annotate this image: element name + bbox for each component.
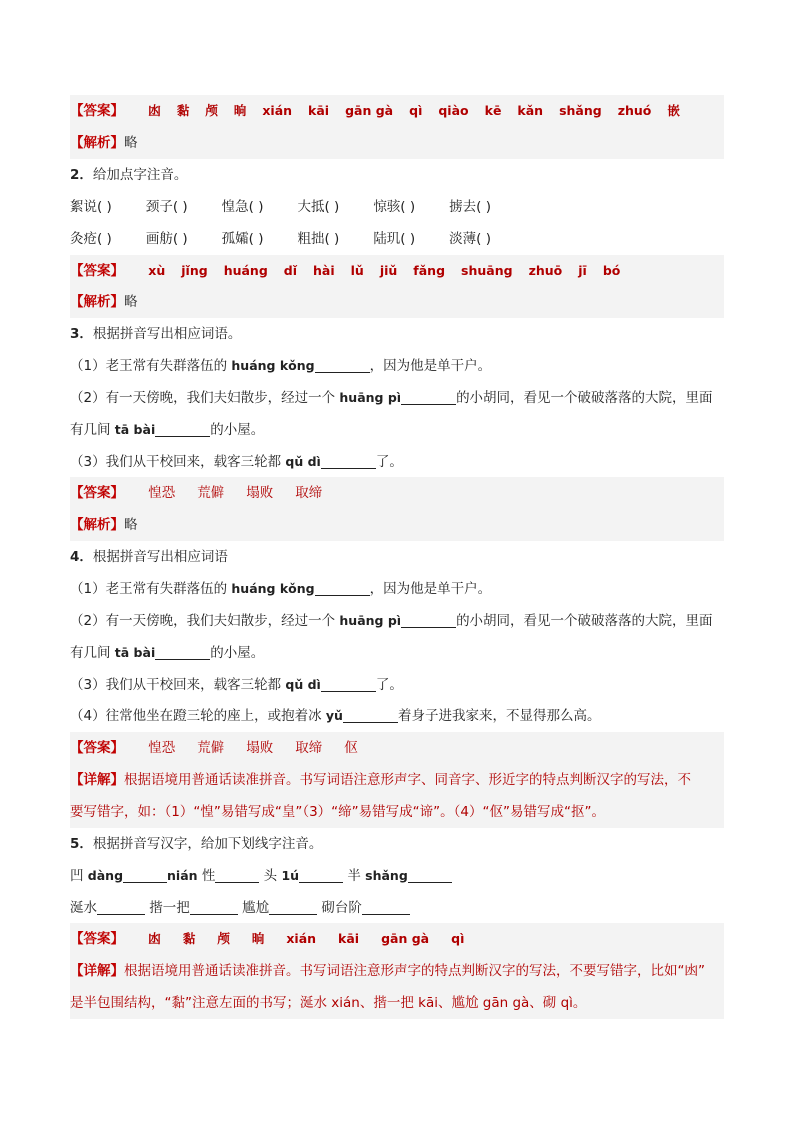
answer-item: 晌 [251,931,265,946]
fill-blank [315,356,370,373]
q2-answer-row [70,255,724,287]
sentence-text: （2）有一天傍晚，我们夫妇散步，经过一个 [70,613,340,629]
pinyin-cell: 淡薄( ) [449,231,491,247]
analysis-text: 略 [124,517,138,533]
q4-sentence-3 [70,669,724,701]
pinyin: 1ú [281,868,300,883]
answer-item: 黏 [182,931,196,946]
question-word: 涎水 [70,900,97,916]
answer-item: bó [602,263,621,278]
q4-sentence-2-cont [70,637,724,669]
answer-item: 凼 [148,931,161,946]
pinyin-cell: 画舫( ) [145,231,188,247]
answer-label: 【答案】 [70,485,124,501]
sentence-text: 有几间 [70,645,115,661]
detail-text: 要写错字，如：（1）“惶”易错写成“皇”（3）“缔”易错写成“谛”。（4）“伛”易错写成“抠”。 [70,804,605,820]
fill-blank [321,452,376,469]
q4-sentence-1 [70,573,724,605]
answer-item: 颅 [217,931,230,946]
detail-text: 根据语境用普通话读准拼音。书写词语注意形声字、同音字、形近字的特点判断汉字的写法，不 [124,772,691,788]
q2-row-2 [70,223,724,255]
question-word: 头 [263,868,282,884]
question-number: 4． [70,549,93,565]
answer-item: 惶恐 [148,485,176,501]
answer-item: 取缔 [295,485,323,501]
pinyin: qǔ dì [285,454,321,469]
answer-item: qiào [438,103,469,118]
question-text: 根据拼音写出相应词语。 [92,326,242,342]
q5-detail-row-2 [70,987,724,1019]
fill-blank [97,898,145,915]
q4-answer-items [128,740,380,756]
answer-item: xián [262,103,293,118]
fill-blank [123,866,167,883]
sentence-text: 着身子进我家来，不显得那么高。 [397,708,601,724]
analysis-label: 【解析】 [70,517,124,533]
answer-item: lǔ [350,263,364,278]
sentence-text: ，因为他是单干户。 [369,581,492,597]
q5-detail-row-1 [70,955,724,987]
question-text: 给加点字注音。 [92,167,188,183]
answer-item: shǎng [559,103,602,118]
pinyin-cell: 颈子( ) [145,199,188,215]
answer-item: hài [313,263,335,278]
q1-answer-items [128,103,696,118]
analysis-text: 略 [124,135,138,151]
pinyin: shǎng [365,868,408,883]
fill-blank [215,866,259,883]
answer-item: gān gà [345,103,394,118]
answer-item: xián [286,931,317,946]
sentence-text: （2）有一天傍晚，我们夫妇散步，经过一个 [70,390,340,406]
sentence-text: （1）老王常有失群落伍的 [70,358,232,374]
pinyin: yǔ [325,708,343,723]
answer-item: 晌 [233,103,247,118]
sentence-text: 的小屋。 [210,645,265,661]
q5-answer-items [128,931,486,946]
answer-item: kāi [308,103,330,118]
pinyin: huáng kǒng [231,358,315,373]
pinyin: huāng pì [339,390,402,405]
answer-item: kǎn [517,103,544,118]
q4-title [70,541,724,573]
answer-item: huáng [223,263,268,278]
pinyin-cell: 掳去( ) [449,199,491,215]
sentence-text: （4）往常他坐在蹬三轮的座上，或抱着冰 [70,708,326,724]
q3-analysis-row [70,509,724,541]
pinyin: tā bài [114,422,156,437]
answer-item: 荒僻 [197,740,225,756]
fill-blank [190,898,238,915]
question-word: 性 [197,868,216,884]
q5-row-2 [70,892,724,924]
q4-detail-row-2 [70,796,724,828]
answer-item: jǐng [181,263,208,278]
detail-text: 是半包围结构，“黏”注意左面的书写；涎水 xián、揩一把 kāi、尴尬 gān gà、砌 qì。 [70,995,587,1011]
sentence-text: 的小胡同，看见一个破破落落的大院，里面 [456,613,713,629]
question-text: 根据拼音写汉字，给加下划线字注音。 [92,836,323,852]
answer-label: 【答案】 [70,263,124,279]
q4-answer-row [70,732,724,764]
answer-item: 凼 [148,103,161,118]
pinyin: nián [167,868,198,883]
analysis-label: 【解析】 [70,135,124,151]
sentence-text: 的小胡同，看见一个破破落落的大院，里面 [456,390,713,406]
answer-item: kē [484,103,502,118]
question-number: 2． [70,167,93,183]
q4-detail-row-1 [70,764,724,796]
q1-analysis-row [70,127,724,159]
fill-blank [401,611,456,628]
answer-item: 塌败 [246,485,274,501]
answer-item: kāi [338,931,360,946]
pinyin-cell: 粗拙( ) [297,231,340,247]
answer-label: 【答案】 [70,740,124,756]
answer-item: jī [578,263,587,278]
pinyin-cell: 孤孀( ) [221,231,264,247]
pinyin-cell: 惶急( ) [221,199,264,215]
detail-label: 【详解】 [70,772,124,788]
pinyin: huāng pì [339,613,402,628]
pinyin: huáng kǒng [231,581,315,596]
sentence-text: 了。 [375,454,403,470]
answer-item: qì [409,103,423,118]
question-word: 凹 [70,868,88,884]
q2-answer-items [128,263,636,278]
q2-title [70,159,724,191]
q5-title [70,828,724,860]
fill-blank [269,898,317,915]
answer-label: 【答案】 [70,931,124,947]
q4-sentence-2 [70,605,724,637]
fill-blank [155,643,210,660]
q5-row-1 [70,860,724,892]
question-text: 根据拼音写出相应词语 [92,549,228,565]
answer-item: zhuó [617,103,652,118]
question-word: 揩一把 [149,900,190,916]
answer-item: gān gà [381,931,430,946]
analysis-text: 略 [124,294,138,310]
fill-blank [299,866,343,883]
fill-blank [321,675,376,692]
q3-sentence-2-cont [70,414,724,446]
question-word: 尴尬 [242,900,270,916]
answer-item: 惶恐 [148,740,176,756]
q1-answer-row [70,95,724,127]
detail-text: 根据语境用普通话读准拼音。书写词语注意形声字的特点判断汉字的写法，不要写错字，比如“凼” [124,963,705,979]
answer-item: 嵌 [667,103,680,118]
answer-item: qì [451,931,465,946]
answer-label: 【答案】 [70,103,124,119]
q5-answer-row [70,923,724,955]
fill-blank [315,579,370,596]
q2-analysis-row [70,286,724,318]
sentence-text: ，因为他是单干户。 [369,358,492,374]
answer-item: 黏 [176,103,190,118]
answer-item: zhuō [528,263,563,278]
sentence-text: （1）老王常有失群落伍的 [70,581,232,597]
answer-item: 取缔 [295,740,323,756]
answer-item: 伛 [344,740,358,756]
answer-item: fǎng [413,263,446,278]
answer-item: shuāng [461,263,513,278]
answer-item: 颅 [205,103,218,118]
pinyin: tā bài [114,645,156,660]
pinyin-cell: 灸疮( ) [70,231,112,247]
pinyin: qǔ dì [285,677,321,692]
pinyin-cell: 惊骇( ) [373,199,416,215]
q3-sentence-2 [70,382,724,414]
question-word: 砌台阶 [321,900,362,916]
answer-item: dǐ [283,263,298,278]
q3-answer-row [70,477,724,509]
detail-label: 【详解】 [70,963,124,979]
fill-blank [408,866,452,883]
sentence-text: 了。 [375,677,403,693]
q3-sentence-1 [70,350,724,382]
sentence-text: 的小屋。 [210,422,265,438]
q4-sentence-4 [70,700,724,732]
pinyin-cell: 陆玑( ) [373,231,416,247]
pinyin-cell: 絮说( ) [70,199,112,215]
answer-item: xù [148,263,166,278]
fill-blank [401,388,456,405]
q3-sentence-3 [70,446,724,478]
question-number: 5． [70,836,93,852]
fill-blank [362,898,410,915]
answer-item: 塌败 [246,740,274,756]
analysis-label: 【解析】 [70,294,124,310]
q3-answer-items [128,485,344,501]
sentence-text: 有几间 [70,422,115,438]
pinyin-cell: 大抵( ) [297,199,340,215]
answer-item: 荒僻 [197,485,225,501]
question-word: 半 [347,868,366,884]
sentence-text: （3）我们从干校回来，载客三轮都 [70,454,286,470]
fill-blank [343,706,398,723]
q3-title [70,318,724,350]
sentence-text: （3）我们从干校回来，载客三轮都 [70,677,286,693]
q2-row-1 [70,191,724,223]
fill-blank [155,420,210,437]
question-number: 3． [70,326,93,342]
pinyin: dàng [87,868,124,883]
answer-item: jiǔ [379,263,398,278]
